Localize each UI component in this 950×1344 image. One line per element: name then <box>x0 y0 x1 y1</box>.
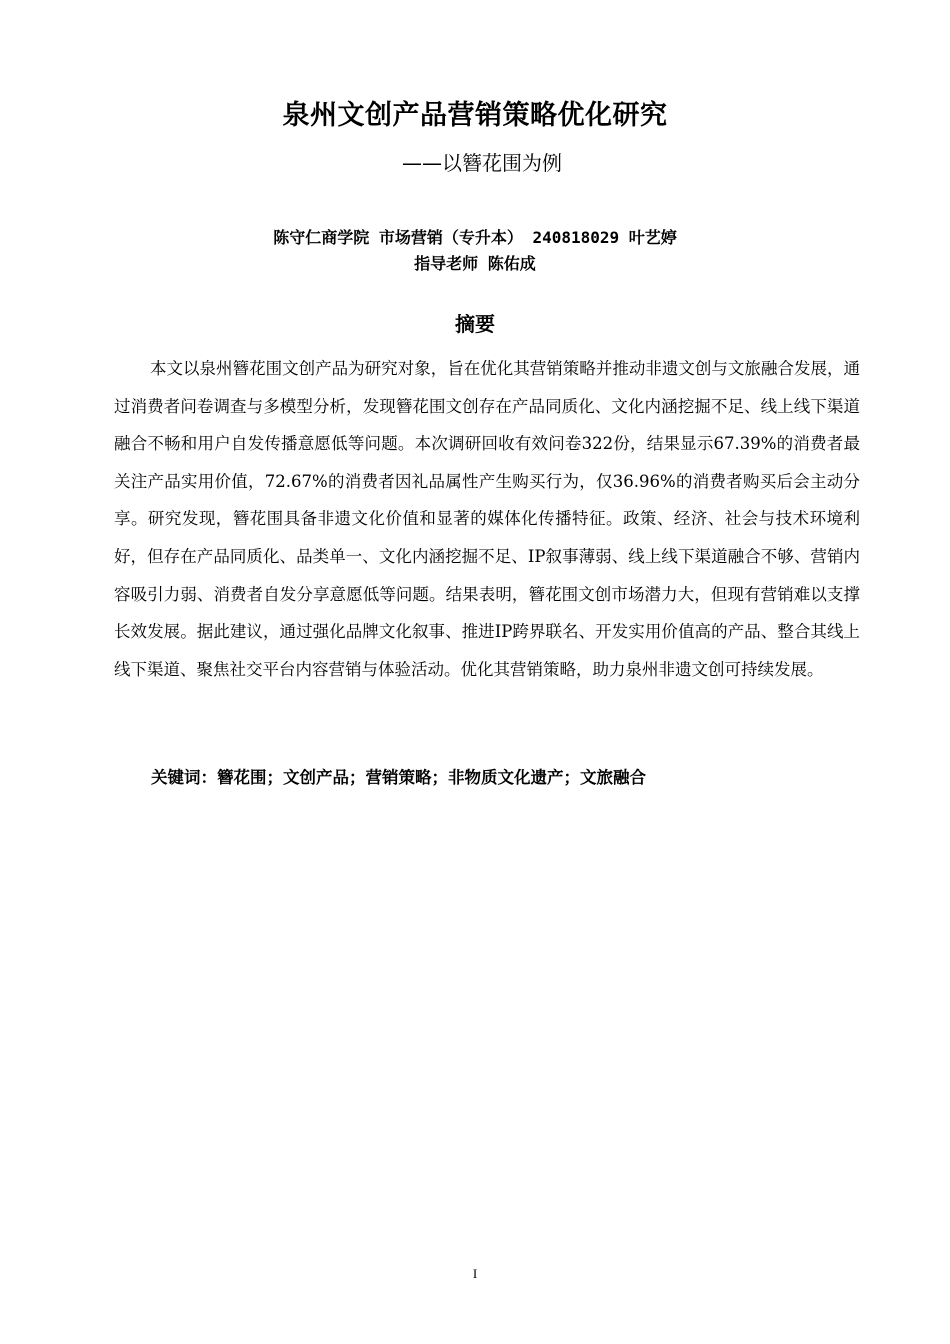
abstract-heading: 摘要 <box>455 312 495 336</box>
abstract-body: 本文以泉州簪花围文创产品为研究对象，旨在优化其营销策略并推动非遗文创与文旅融合发展，通过消费者问卷调查与多模型分析，发现簪花围文创存在产品同质化、文化内涵挖掘不足、线上线下渠道融合不畅和用户自发传播意愿低等问题。本次调研回收有效问卷322份，结果显示67.39%的消费者最关注产品实用价值，72.67%的消费者因礼品属性产生购买行为，仅36.96%的消费者购买后会主动分享。研究发现，簪花围具备非遗文化价值和显著的媒体化传播特征。政策、经济、社会与技术环境利好，但存在产品同质化、品类单一、文化内涵挖掘不足、IP叙事薄弱、线上线下渠道融合不够、营销内容吸引力弱、消费者自发分享意愿低等问题。结果表明，簪花围文创市场潜力大，但现有营销难以支撑长效发展。据此建议，通过强化品牌文化叙事、推进IP跨界联名、开发实用价值高的产品、整合其线上线下渠道、聚焦社交平台内容营销与体验活动。优化其营销策略，助力泉州非遗文创可持续发展。 <box>114 359 860 679</box>
keywords-line <box>151 761 646 795</box>
author-info: 陈守仁商学院 市场营销（专升本） 240818029 叶艺婷 <box>273 228 677 247</box>
paper-subtitle: ——以簪花围为例 <box>402 151 562 175</box>
keywords-list: 簪花围；文创产品；营销策略；非物质文化遗产；文旅融合 <box>217 768 646 787</box>
page-number: I <box>472 1266 478 1281</box>
advisor-info: 指导老师 陈佑成 <box>414 254 536 273</box>
paper-title: 泉州文创产品营销策略优化研究 <box>282 100 668 131</box>
keywords-label: 关键词： <box>151 768 217 787</box>
